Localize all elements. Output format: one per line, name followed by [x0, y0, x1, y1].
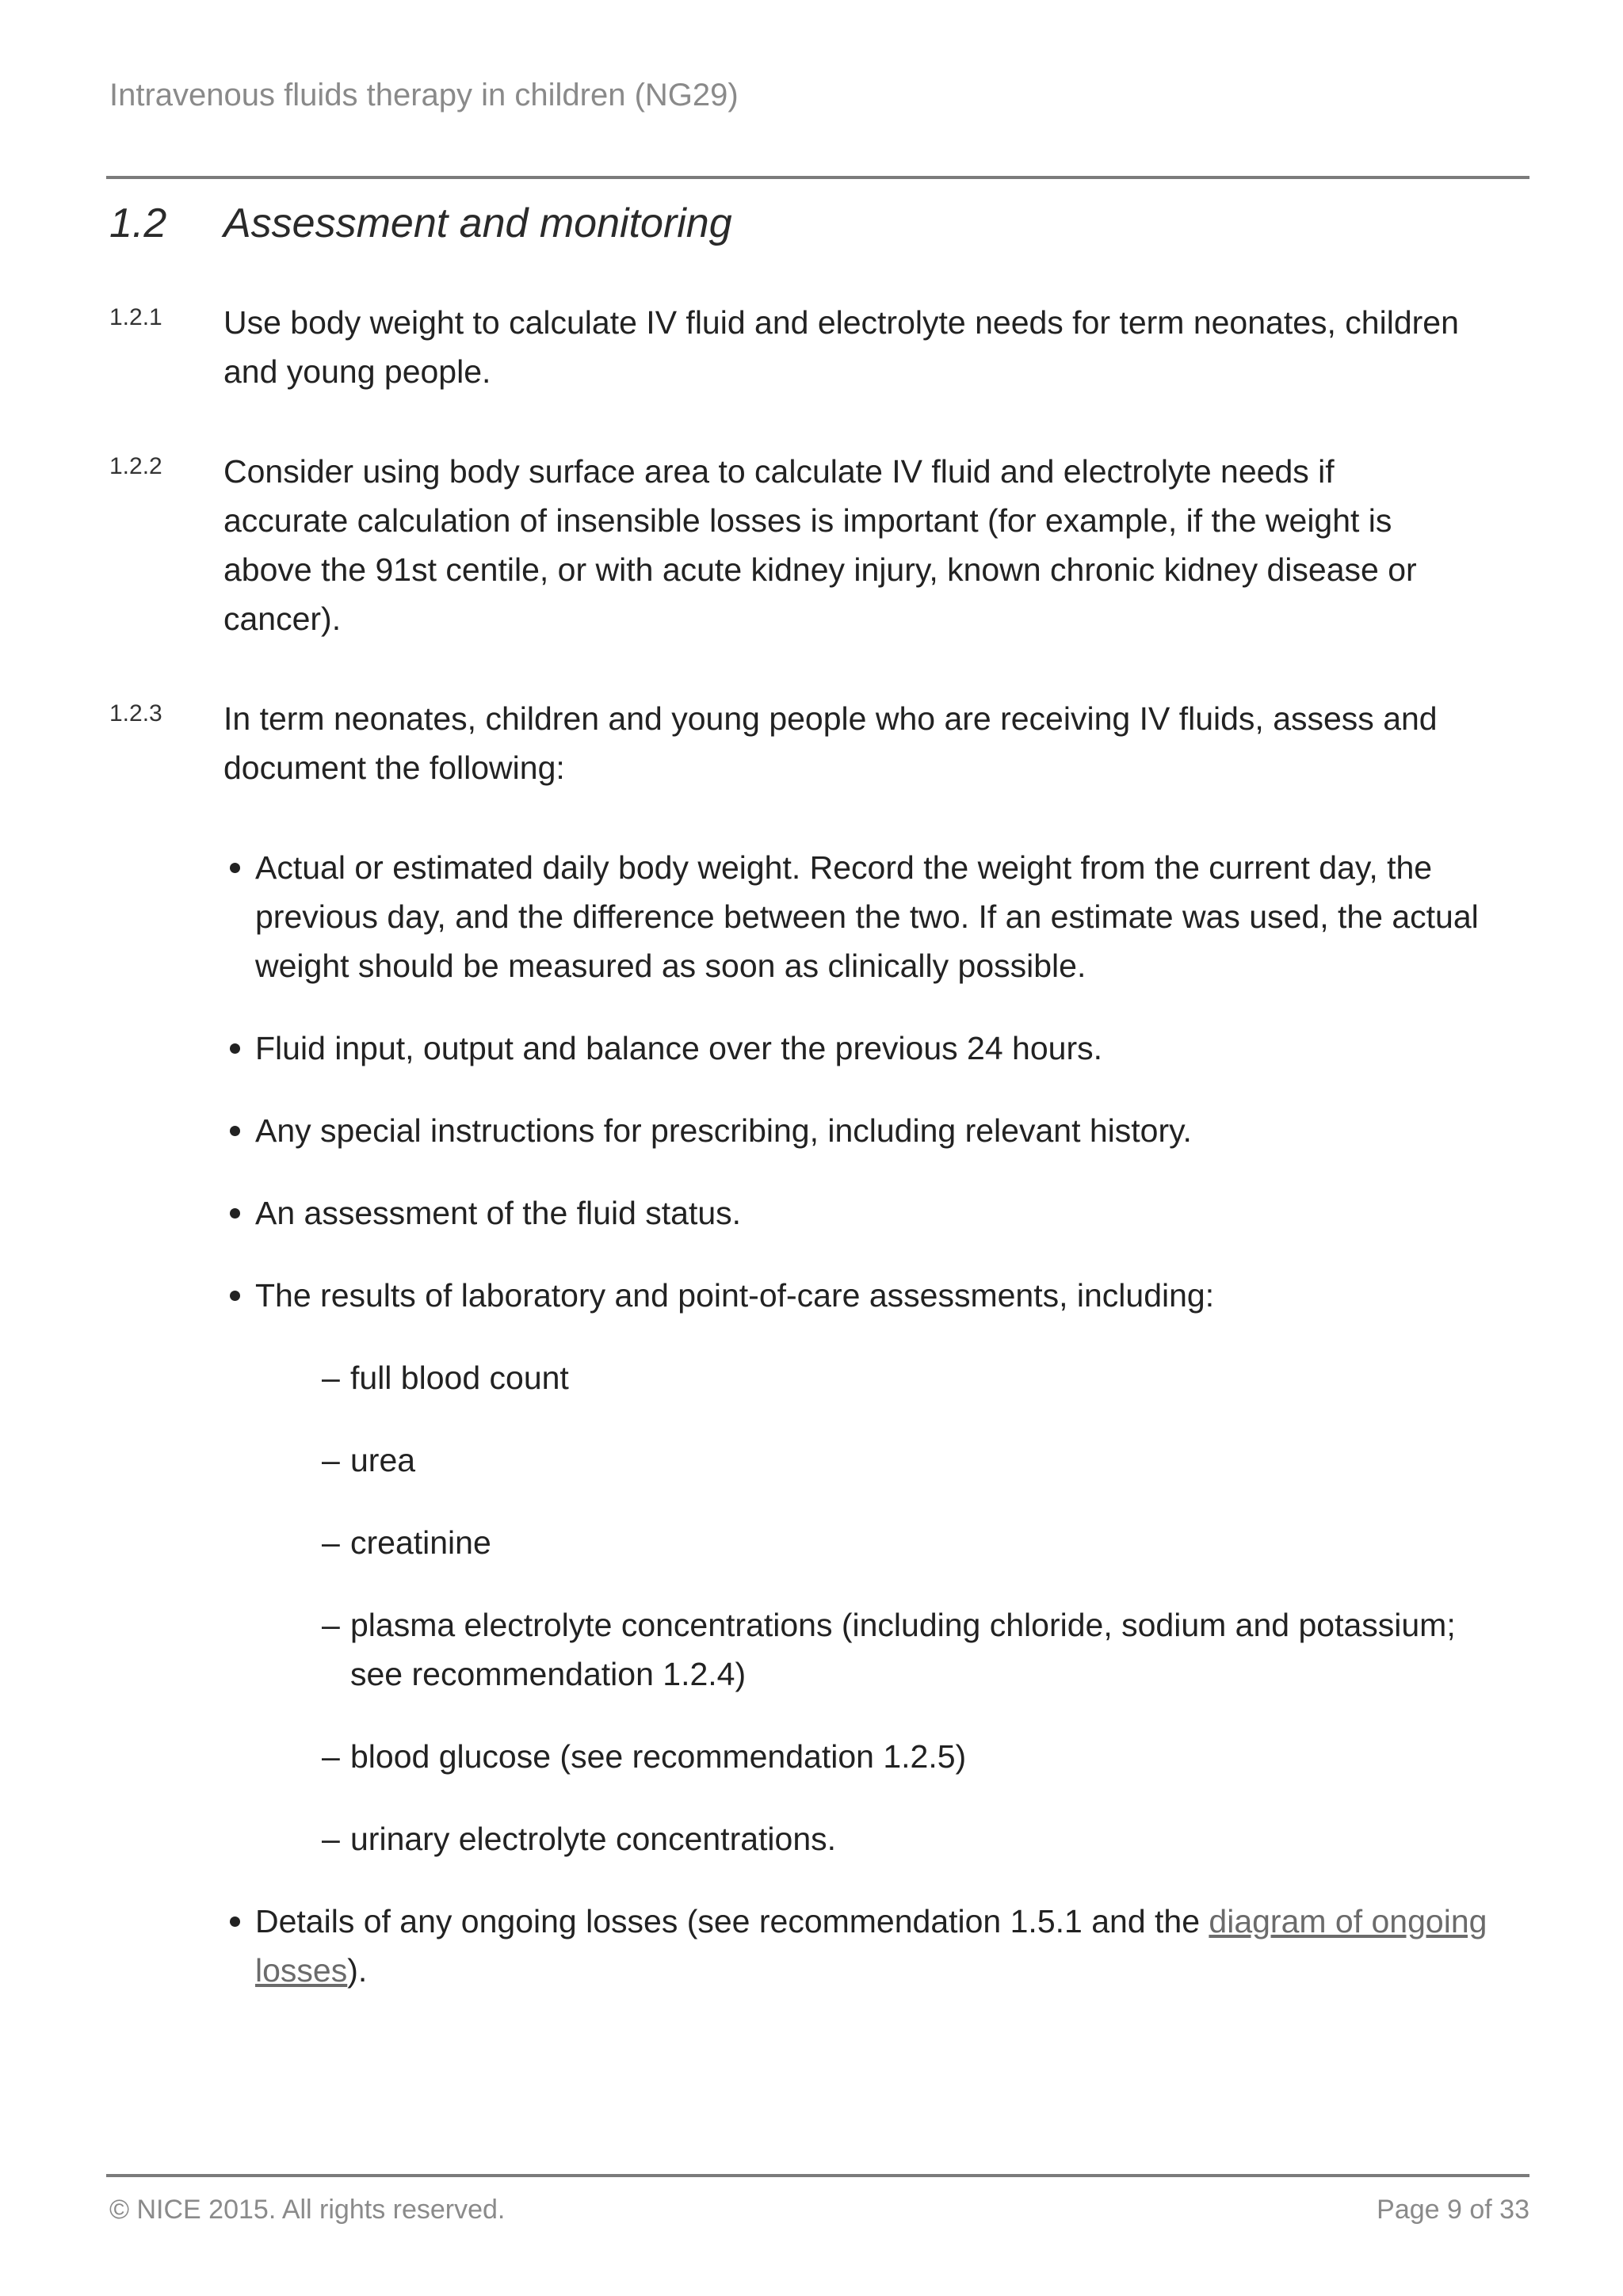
sub-item: – full blood count [350, 1353, 1460, 1402]
recommendation [109, 694, 1438, 792]
sub-item: – creatinine [350, 1518, 1460, 1567]
assessment-bullet-list [255, 843, 1491, 2028]
diagram-of-ongoing-losses-link[interactable]: diagram of ongoing losses [255, 1903, 1487, 1989]
bullet-text-suffix: ). [347, 1952, 368, 1989]
section-title: Assessment and monitoring [223, 200, 732, 246]
bullet-text-prefix: Details of any ongoing losses (see recommendation 1.5.1 and the [255, 1903, 1209, 1939]
sub-item: – plasma electrolyte concentrations (including chloride, sodium and potassium; see recommendation 1.2.4) [350, 1600, 1460, 1699]
bullet-item: Any special instructions for prescribing, including relevant history. [223, 1106, 1491, 1155]
lab-assessment-sublist [350, 1353, 1491, 1863]
recommendation [109, 298, 1459, 396]
running-header-title: Intravenous fluids therapy in children (NG29) [109, 78, 739, 113]
bullet-item: Actual or estimated daily body weight. Record the weight from the current day, the previous day, and the difference between the two. If an estimate was used, the actual weight should be measured as soon as clinically possible. [223, 843, 1491, 990]
bullet-item-text: The results of laboratory and point-of-care assessments, including: [255, 1277, 1215, 1314]
recommendation-text: Consider using body surface area to calculate IV fluid and electrolyte needs if accurate calculation of insensible losses is important (for example, if the weight is above the 91st centile, or with acute kidney injury, known chronic kidney disease or cancer). [223, 453, 1417, 637]
recommendation-text: Use body weight to calculate IV fluid and electrolyte needs for term neonates, children and young people. [223, 304, 1459, 390]
bullet-item: Fluid input, output and balance over the previous 24 hours. [223, 1024, 1491, 1073]
recommendation-number: 1.2.2 [109, 453, 162, 479]
recommendation-number: 1.2.1 [109, 304, 162, 330]
bullet-item-with-sublist [223, 1271, 1491, 1863]
footer-divider [106, 2174, 1529, 2177]
footer-copyright: © NICE 2015. All rights reserved. [109, 2195, 506, 2225]
sub-item: – blood glucose (see recommendation 1.2.5) [350, 1732, 1460, 1781]
bullet-item: An assessment of the fluid status. [223, 1188, 1491, 1238]
sub-item: – urinary electrolyte concentrations. [350, 1814, 1460, 1863]
bullet-item [223, 1897, 1491, 1995]
section-heading [109, 200, 732, 247]
recommendation [109, 447, 1417, 643]
recommendation-text: In term neonates, children and young people who are receiving IV fluids, assess and document the following: [223, 700, 1438, 786]
footer-page-number: Page 9 of 33 [1377, 2195, 1529, 2225]
recommendation-number: 1.2.3 [109, 700, 162, 727]
section-number: 1.2 [109, 200, 167, 246]
sub-item: – urea [350, 1436, 1460, 1485]
header-divider [106, 176, 1529, 179]
